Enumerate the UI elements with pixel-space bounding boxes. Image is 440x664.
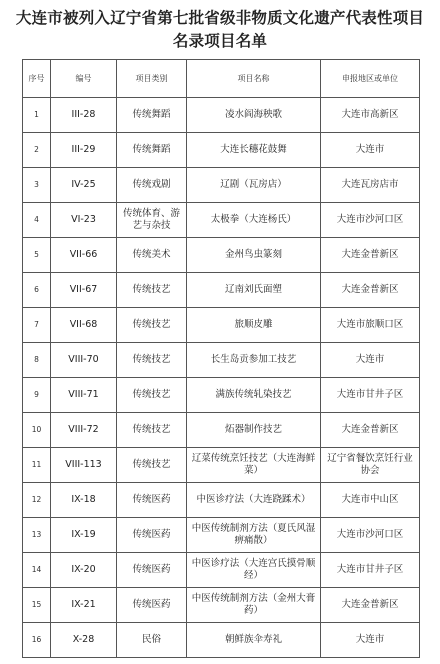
row-index: 14 bbox=[23, 553, 51, 588]
row-project-name: 辽剧（瓦房店） bbox=[187, 168, 321, 203]
row-index: 16 bbox=[23, 623, 51, 658]
row-category: 传统医药 bbox=[117, 518, 187, 553]
row-code: VII-67 bbox=[51, 273, 117, 308]
row-project-name: 辽南刘氏面塑 bbox=[187, 273, 321, 308]
row-category: 传统医药 bbox=[117, 588, 187, 623]
row-code: VII-66 bbox=[51, 238, 117, 273]
row-region: 大连市 bbox=[321, 343, 420, 378]
table-header-row bbox=[23, 60, 420, 98]
row-region: 大连市高新区 bbox=[321, 98, 420, 133]
row-index: 3 bbox=[23, 168, 51, 203]
row-project-name: 大连长穗花鼓舞 bbox=[187, 133, 321, 168]
row-region: 大连瓦房店市 bbox=[321, 168, 420, 203]
header-region: 申报地区或单位 bbox=[321, 60, 420, 98]
row-project-name: 凌水阎海秧歌 bbox=[187, 98, 321, 133]
row-region: 辽宁省餐饮烹饪行业协会 bbox=[321, 448, 420, 483]
row-project-name: 炻器制作技艺 bbox=[187, 413, 321, 448]
row-project-name: 太极拳（大连杨氏） bbox=[187, 203, 321, 238]
row-category: 传统技艺 bbox=[117, 448, 187, 483]
title-line-2: 名录项目名单 bbox=[172, 32, 268, 50]
row-code: VII-68 bbox=[51, 308, 117, 343]
row-category: 民俗 bbox=[117, 623, 187, 658]
table-row bbox=[23, 308, 420, 343]
table-row bbox=[23, 378, 420, 413]
table-row bbox=[23, 623, 420, 658]
row-category: 传统舞蹈 bbox=[117, 98, 187, 133]
row-code: IX-20 bbox=[51, 553, 117, 588]
row-region: 大连金普新区 bbox=[321, 588, 420, 623]
table-row bbox=[23, 168, 420, 203]
row-project-name: 中医诊疗法（大连跷蹂术） bbox=[187, 483, 321, 518]
row-category: 传统舞蹈 bbox=[117, 133, 187, 168]
row-code: III-28 bbox=[51, 98, 117, 133]
row-region: 大连市旅顺口区 bbox=[321, 308, 420, 343]
row-project-name: 满族传统轧染技艺 bbox=[187, 378, 321, 413]
row-index: 13 bbox=[23, 518, 51, 553]
row-code: VIII-72 bbox=[51, 413, 117, 448]
row-project-name: 长生岛贡参加工技艺 bbox=[187, 343, 321, 378]
row-code: X-28 bbox=[51, 623, 117, 658]
table-row bbox=[23, 343, 420, 378]
row-category: 传统戏剧 bbox=[117, 168, 187, 203]
row-region: 大连市 bbox=[321, 623, 420, 658]
row-region: 大连金普新区 bbox=[321, 273, 420, 308]
table-row bbox=[23, 553, 420, 588]
row-region: 大连市甘井子区 bbox=[321, 553, 420, 588]
heritage-list-table bbox=[22, 59, 420, 658]
row-region: 大连市沙河口区 bbox=[321, 518, 420, 553]
table-row bbox=[23, 133, 420, 168]
table-row bbox=[23, 588, 420, 623]
row-category: 传统技艺 bbox=[117, 413, 187, 448]
document-title bbox=[0, 7, 440, 53]
row-region: 大连金普新区 bbox=[321, 413, 420, 448]
table-row bbox=[23, 203, 420, 238]
row-region: 大连市中山区 bbox=[321, 483, 420, 518]
row-index: 5 bbox=[23, 238, 51, 273]
table-row bbox=[23, 483, 420, 518]
row-code: IX-21 bbox=[51, 588, 117, 623]
row-project-name: 金州鸟虫篆刻 bbox=[187, 238, 321, 273]
row-index: 1 bbox=[23, 98, 51, 133]
row-code: VIII-113 bbox=[51, 448, 117, 483]
header-name: 项目名称 bbox=[187, 60, 321, 98]
row-code: IX-18 bbox=[51, 483, 117, 518]
row-index: 12 bbox=[23, 483, 51, 518]
row-index: 4 bbox=[23, 203, 51, 238]
table-row bbox=[23, 273, 420, 308]
row-category: 传统医药 bbox=[117, 553, 187, 588]
row-code: VIII-71 bbox=[51, 378, 117, 413]
row-category: 传统技艺 bbox=[117, 308, 187, 343]
row-index: 2 bbox=[23, 133, 51, 168]
title-line-1: 大连市被列入辽宁省第七批省级非物质文化遗产代表性项目 bbox=[15, 9, 425, 27]
row-project-name: 旅顺皮雕 bbox=[187, 308, 321, 343]
table-row bbox=[23, 98, 420, 133]
row-code: IX-19 bbox=[51, 518, 117, 553]
row-category: 传统体育、游艺与杂技 bbox=[117, 203, 187, 238]
row-index: 8 bbox=[23, 343, 51, 378]
table-row bbox=[23, 448, 420, 483]
row-index: 15 bbox=[23, 588, 51, 623]
header-category: 项目类别 bbox=[117, 60, 187, 98]
row-category: 传统技艺 bbox=[117, 343, 187, 378]
row-index: 10 bbox=[23, 413, 51, 448]
row-index: 11 bbox=[23, 448, 51, 483]
row-region: 大连市 bbox=[321, 133, 420, 168]
table-row bbox=[23, 238, 420, 273]
row-region: 大连金普新区 bbox=[321, 238, 420, 273]
table-row bbox=[23, 413, 420, 448]
row-region: 大连市沙河口区 bbox=[321, 203, 420, 238]
header-code: 编号 bbox=[51, 60, 117, 98]
row-code: III-29 bbox=[51, 133, 117, 168]
row-index: 6 bbox=[23, 273, 51, 308]
row-project-name: 中医传统制剂方法（夏氏风湿痹痛散） bbox=[187, 518, 321, 553]
row-category: 传统医药 bbox=[117, 483, 187, 518]
row-project-name: 中医诊疗法（大连宫氏摸骨顺经） bbox=[187, 553, 321, 588]
table-row bbox=[23, 518, 420, 553]
row-category: 传统美术 bbox=[117, 238, 187, 273]
row-code: IV-25 bbox=[51, 168, 117, 203]
header-index: 序号 bbox=[23, 60, 51, 98]
row-code: VIII-70 bbox=[51, 343, 117, 378]
row-index: 7 bbox=[23, 308, 51, 343]
row-code: VI-23 bbox=[51, 203, 117, 238]
row-category: 传统技艺 bbox=[117, 378, 187, 413]
row-project-name: 辽菜传统烹饪技艺（大连海鲜菜） bbox=[187, 448, 321, 483]
row-project-name: 朝鲜族伞寿礼 bbox=[187, 623, 321, 658]
row-index: 9 bbox=[23, 378, 51, 413]
row-category: 传统技艺 bbox=[117, 273, 187, 308]
row-region: 大连市甘井子区 bbox=[321, 378, 420, 413]
row-project-name: 中医传统制剂方法（金州大膏药） bbox=[187, 588, 321, 623]
